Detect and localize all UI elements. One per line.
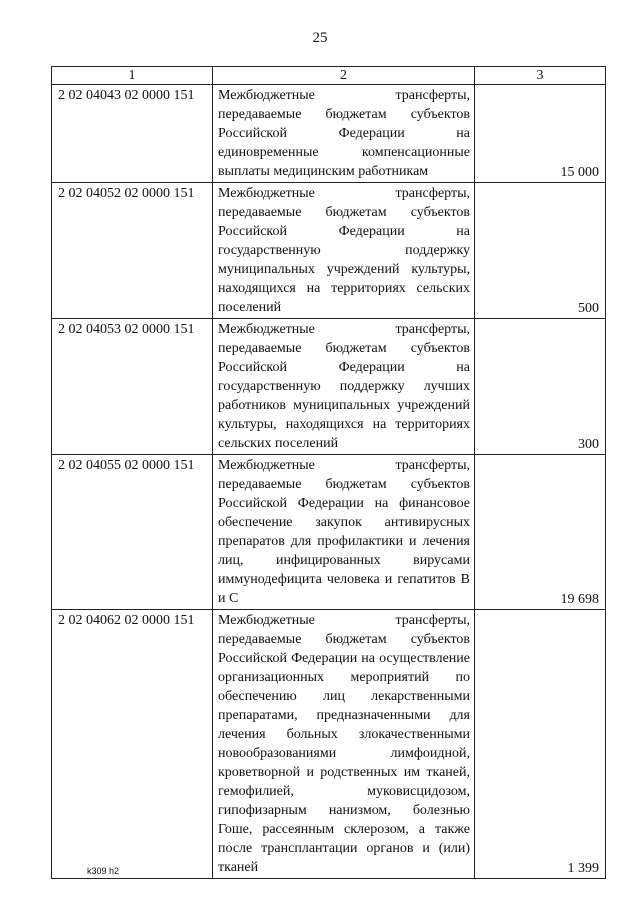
- budget-code: 2 02 04055 02 0000 151: [52, 455, 213, 610]
- table-row: [52, 455, 606, 610]
- header-col-1: 1: [52, 67, 213, 85]
- row-description: Межбюджетные трансферты, передаваемые бюджетам субъектов Российской Федерации на единовременные компенсационные выплаты медицинским работникам: [213, 85, 475, 183]
- row-amount: 300: [475, 319, 606, 455]
- row-description: Межбюджетные трансферты, передаваемые бюджетам субъектов Российской Федерации на финансовое обеспечение закупок антивирусных препаратов для профилактики и лечения лиц, инфицированных вирусами иммунодефицита человека и гепатитов B и C: [213, 455, 475, 610]
- footer-document-code: k309 h2: [87, 866, 120, 876]
- table-row: [52, 183, 606, 319]
- table-header-row: [52, 67, 606, 85]
- table-row: [52, 319, 606, 455]
- budget-code: 2 02 04053 02 0000 151: [52, 319, 213, 455]
- table-row: [52, 85, 606, 183]
- budget-code: 2 02 04052 02 0000 151: [52, 183, 213, 319]
- row-amount: 19 698: [475, 455, 606, 610]
- row-description: Межбюджетные трансферты, передаваемые бюджетам субъектов Российской Федерации на осуществление организационных мероприятий по обеспечению лиц лекарственными препаратами, предназначенными для лечения больных злокачественными новообразованиями лимфоидной, кроветворной и родственных им тканей, гемофилией, муковисцидозом, гипофизарным нанизмом, болезнью Гоше, рассеянным склерозом, а также после трансплантации органов и (или) тканей: [213, 610, 475, 879]
- header-col-2: 2: [213, 67, 475, 85]
- row-amount: 500: [475, 183, 606, 319]
- row-description: Межбюджетные трансферты, передаваемые бюджетам субъектов Российской Федерации на государственную поддержку лучших работников муниципальных учреждений культуры, находящихся на территориях сельских поселений: [213, 319, 475, 455]
- row-description: Межбюджетные трансферты, передаваемые бюджетам субъектов Российской Федерации на государственную поддержку муниципальных учреждений культуры, находящихся на территориях сельских поселений: [213, 183, 475, 319]
- budget-code: 2 02 04043 02 0000 151: [52, 85, 213, 183]
- row-amount: 1 399: [475, 610, 606, 879]
- budget-table: [51, 66, 606, 879]
- table-row: [52, 610, 606, 879]
- header-col-3: 3: [475, 67, 606, 85]
- budget-code: 2 02 04062 02 0000 151: [52, 610, 213, 879]
- row-amount: 15 000: [475, 85, 606, 183]
- page-number: 25: [312, 30, 328, 46]
